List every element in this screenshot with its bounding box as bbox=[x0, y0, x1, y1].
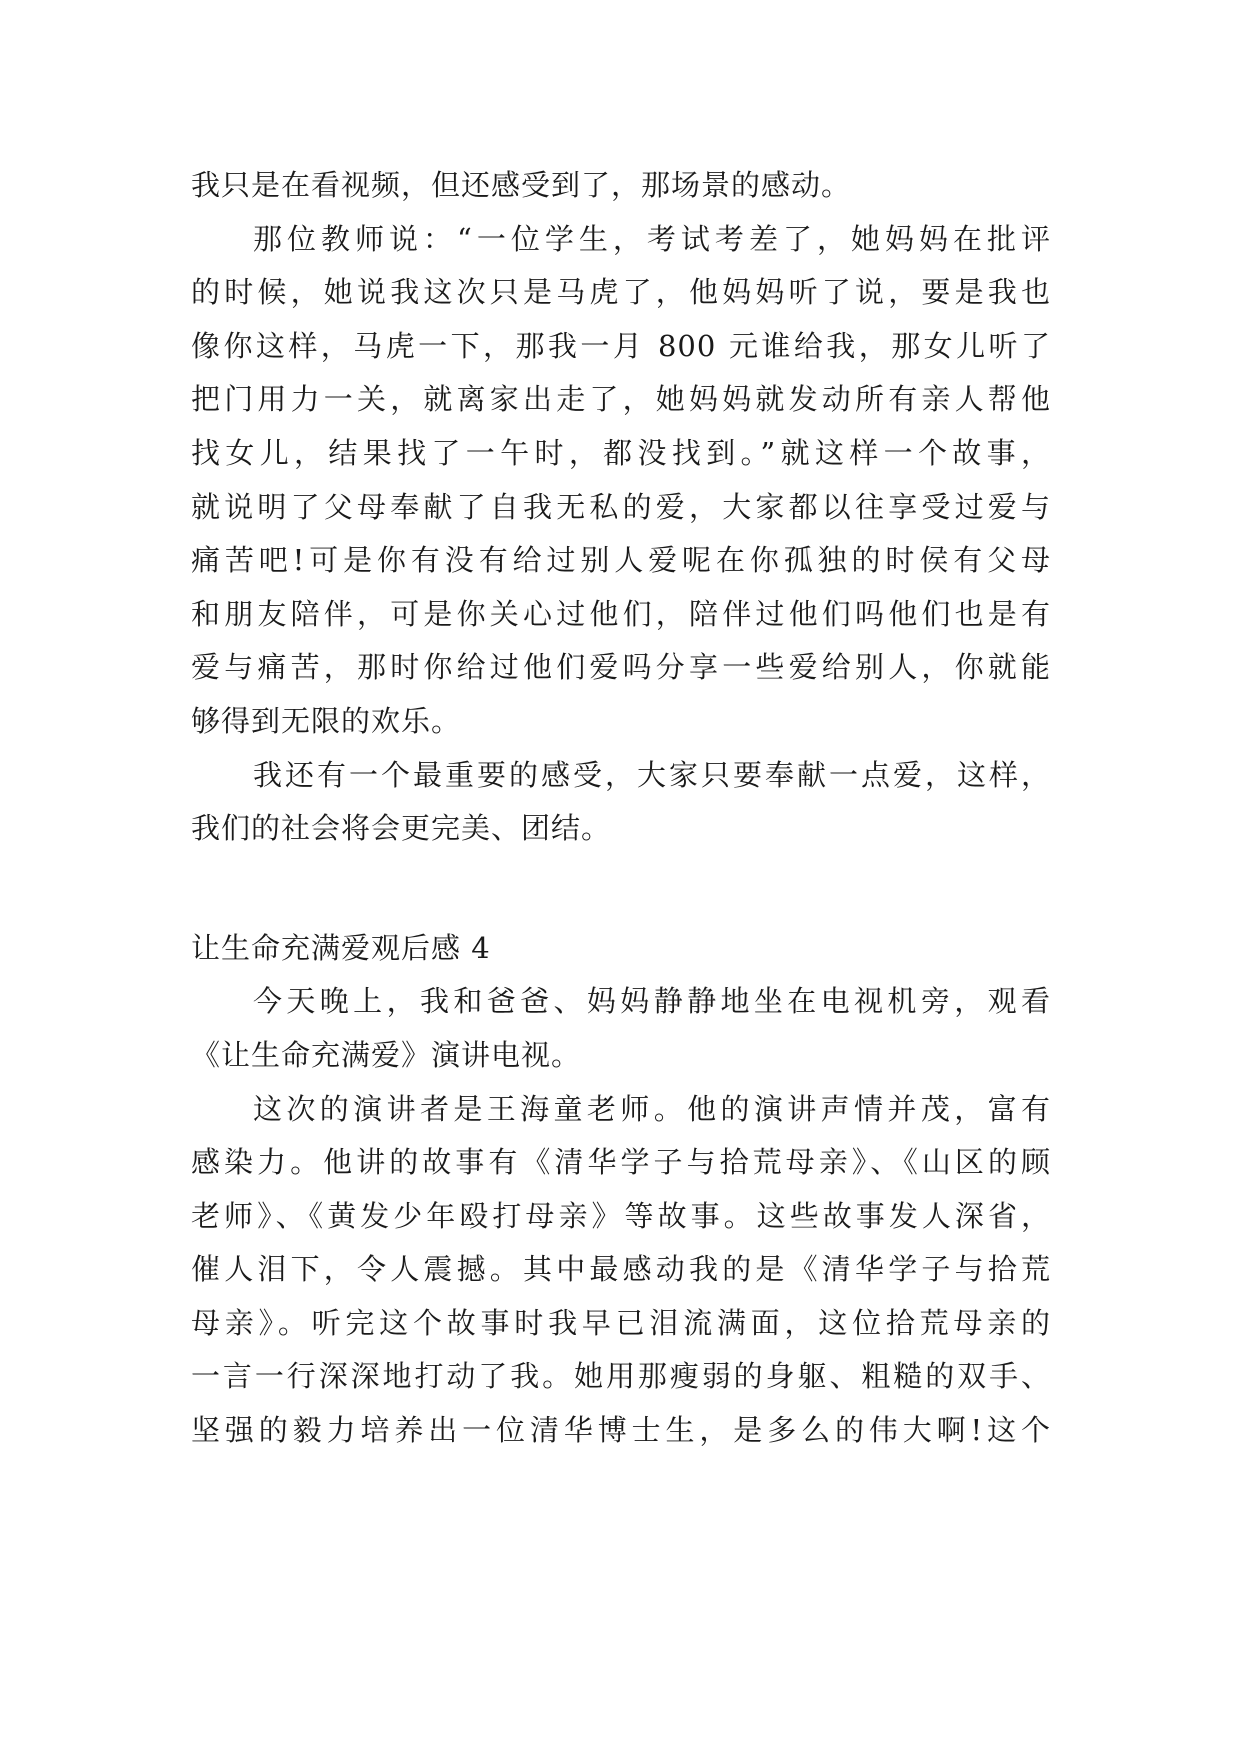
text-line: 就说明了父母奉献了自我无私的爱，大家都以往享受过爱与 bbox=[191, 489, 1051, 524]
text-line: 母亲》。听完这个故事时我早已泪流满面，这位拾荒母亲的 bbox=[191, 1305, 1051, 1340]
text-line: 老师》、《黄发少年殴打母亲》等故事。这些故事发人深省， bbox=[191, 1198, 1051, 1233]
document-body bbox=[191, 159, 1051, 1458]
paragraph-block-2 bbox=[191, 975, 1051, 1457]
text-line: 感染力。他讲的故事有《清华学子与拾荒母亲》、《山区的顾 bbox=[191, 1145, 1051, 1180]
text-line: 像你这样，马虎一下，那我一月 800 元谁给我，那女儿听了 bbox=[191, 328, 1051, 363]
text-line: 够得到无限的欢乐。 bbox=[191, 703, 462, 738]
text-line: 我们的社会将会更完美、团结。 bbox=[191, 811, 612, 846]
section-gap bbox=[191, 856, 1051, 922]
section-heading: 让生命充满爱观后感 4 bbox=[191, 930, 491, 965]
text-line: 爱与痛苦，那时你给过他们爱吗分享一些爱给别人，你就能 bbox=[191, 650, 1051, 685]
text-line: 坚强的毅力培养出一位清华博士生，是多么的伟大啊!这个 bbox=[191, 1413, 1051, 1448]
text-line: 这次的演讲者是王海童老师。他的演讲声情并茂，富有 bbox=[253, 1091, 1051, 1126]
text-line: 我还有一个最重要的感受，大家只要奉献一点爱，这样， bbox=[253, 757, 1051, 792]
text-line: 痛苦吧!可是你有没有给过别人爱呢在你孤独的时侯有父母 bbox=[191, 543, 1051, 578]
text-line: 找女儿，结果找了一午时，都没找到。”就这样一个故事， bbox=[191, 435, 1051, 470]
text-line: 和朋友陪伴，可是你关心过他们，陪伴过他们吗他们也是有 bbox=[191, 596, 1051, 631]
text-line: 《让生命充满爱》演讲电视。 bbox=[191, 1037, 582, 1072]
text-line: 一言一行深深地打动了我。她用那瘦弱的身躯、粗糙的双手、 bbox=[191, 1359, 1051, 1394]
text-line: 的时候，她说我这次只是马虎了，他妈妈听了说，要是我也 bbox=[191, 275, 1051, 310]
text-line: 那位教师说：“一位学生，考试考差了，她妈妈在批评 bbox=[253, 221, 1051, 256]
text-line: 今天晚上，我和爸爸、妈妈静静地坐在电视机旁，观看 bbox=[253, 984, 1051, 1019]
text-line: 把门用力一关，就离家出走了，她妈妈就发动所有亲人帮他 bbox=[191, 382, 1051, 417]
text-line: 催人泪下，令人震撼。其中最感动我的是《清华学子与拾荒 bbox=[191, 1252, 1051, 1287]
paragraph-block-1 bbox=[191, 159, 1051, 856]
text-line: 我只是在看视频，但还感受到了，那场景的感动。 bbox=[191, 168, 852, 202]
